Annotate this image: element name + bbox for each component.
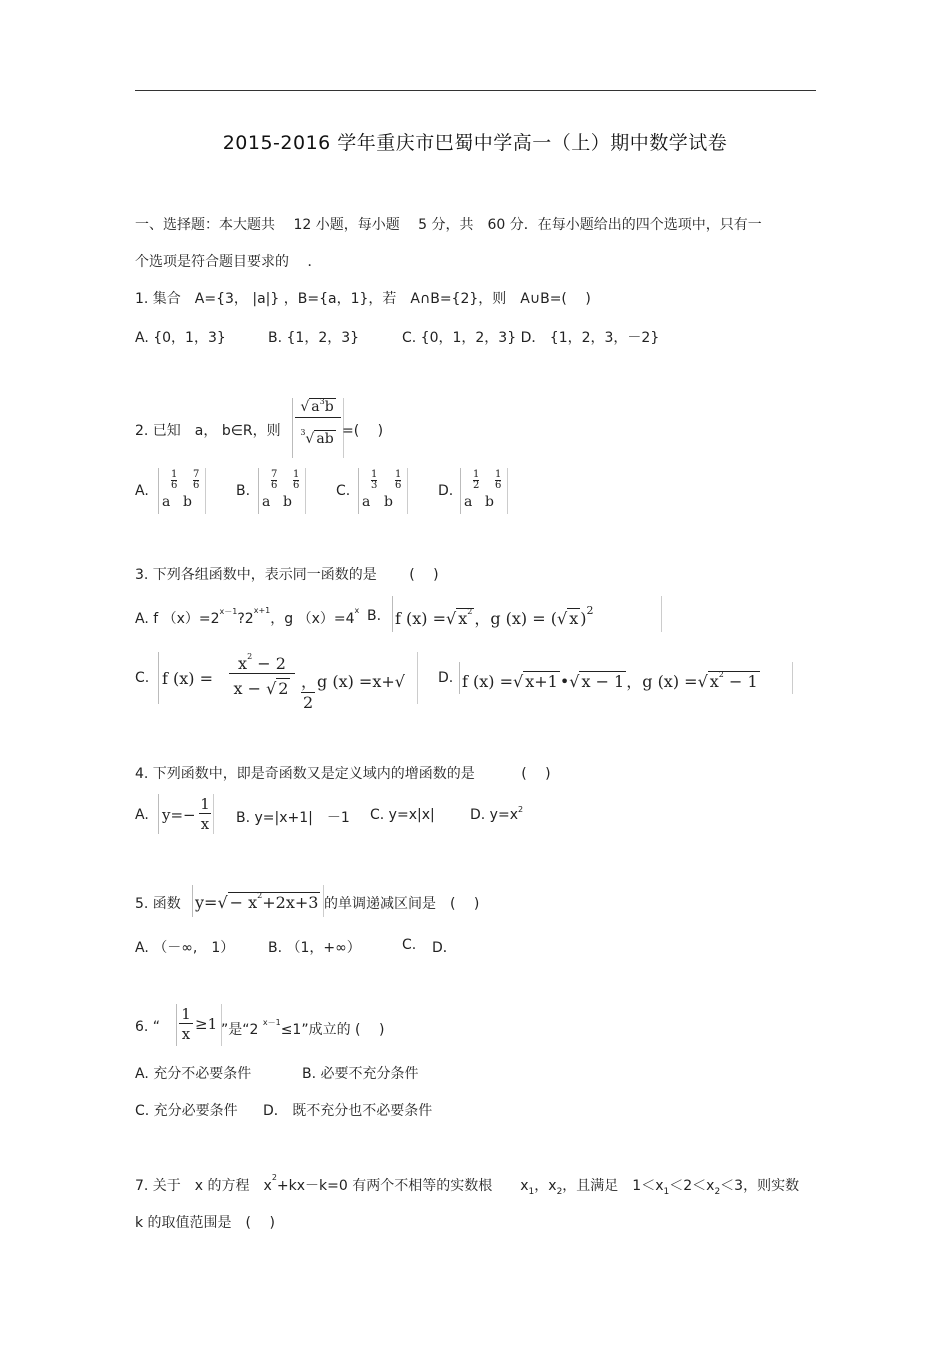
header-rule bbox=[135, 90, 816, 91]
q1-option-a: A. {0，1，3} bbox=[135, 330, 226, 346]
q3-option-c-expression: f (x) = $x^2 - 2$ x − √ 2 ，g (x) =x+√2 bbox=[158, 652, 418, 704]
q2-expression: √ $a^3b$ $^3$√ ab bbox=[292, 398, 344, 458]
q2-option-c: C. bbox=[336, 483, 351, 499]
page-title: 2015-2016 学年重庆市巴蜀中学高一（上）期中数学试卷 bbox=[222, 132, 728, 154]
question-5-stem: 5. 函数 bbox=[135, 896, 181, 912]
question-1-stem: 1. 集合 A={3， |a|} ，B={a，1}，若 A∩B={2}，则 A∪B=( ) bbox=[135, 291, 591, 307]
question-2-stem: 2. 已知 a， b∈R，则 bbox=[135, 423, 281, 439]
q5-expression: $y=√ - x^2+2x+3$ bbox=[192, 885, 324, 917]
q2-option-c-expression: a 1 3 b 1 6 bbox=[358, 468, 408, 514]
q2-option-d-expression: a 1 2 b 1 6 bbox=[460, 468, 508, 514]
q3-option-b: B. bbox=[367, 608, 382, 624]
q5-option-c: C. bbox=[402, 937, 417, 953]
q5-option-a: A. （－∞, 1） bbox=[135, 940, 235, 956]
q5-option-b: B. （1，+∞） bbox=[268, 940, 361, 956]
question-4-stem: 4. 下列函数中，即是奇函数又是定义域内的增函数的是 ( ) bbox=[135, 766, 551, 782]
q6-option-a: A. 充分不必要条件 bbox=[135, 1066, 252, 1082]
q2-option-b: B. bbox=[236, 483, 251, 499]
question-3-stem: 3. 下列各组函数中，表示同一函数的是 ( ) bbox=[135, 567, 439, 583]
q1-option-c-d: C. {0，1，2，3} D． {1，2，3，－2} bbox=[402, 330, 660, 346]
section-instruction-line2: 个选项是符合题目要求的 ． bbox=[135, 254, 322, 270]
q4-option-a: A. bbox=[135, 807, 149, 823]
q3-option-c: C. bbox=[135, 670, 150, 686]
q1-option-b: B. {1，2，3} bbox=[268, 330, 360, 346]
q3-option-d-expression: f (x) =√ x+1 •√ x − 1 ，g (x) =√ $x^2 - 1$ bbox=[459, 662, 793, 694]
q5-stem-tail: 的单调递减区间是 ( ) bbox=[324, 896, 480, 912]
question-6-stem: 6. “ bbox=[135, 1019, 161, 1035]
q2-option-a-expression: a 1 6 b 7 6 bbox=[158, 468, 206, 514]
q2-stem-tail: =( ) bbox=[342, 423, 384, 439]
question-7-stem-line1: 7. 关于 x 的方程 $x^2+kx-k=0$ 有两个不相等的实数根 $x_1$，$x_2$，且满足 $1<x_1<2<x_2<3$，则实数 bbox=[135, 1173, 800, 1197]
q4-option-d: D. $y=x^2$ bbox=[470, 805, 524, 823]
q5-option-d: D． bbox=[432, 940, 457, 956]
q4-option-c: C. y=x|x| bbox=[370, 807, 435, 823]
q3-option-a: A. f $(x)=2^{x-1}?2^{x+1}$，g $(x)=4^x$ bbox=[135, 606, 360, 627]
q2-option-b-expression: a 7 6 b 1 6 bbox=[258, 468, 306, 514]
q2-option-a: A. bbox=[135, 483, 149, 499]
q3-option-b-expression: f (x) =√ $x^2$ ，g (x) = (√ x )$^2$ bbox=[392, 596, 662, 632]
q6-option-c: C. 充分必要条件 bbox=[135, 1103, 238, 1119]
section-instruction-line1: 一、选择题：本大题共 12 小题，每小题 5 分，共 60 分．在每小题给出的四个选项中，只有一 bbox=[135, 217, 762, 233]
q6-expression: 1 x ≥1 bbox=[176, 1004, 222, 1046]
q2-option-d: D. bbox=[438, 483, 454, 499]
question-7-stem-line2: k 的取值范围是 ( ) bbox=[135, 1215, 275, 1231]
q4-option-a-expression: y=− 1 x bbox=[158, 794, 214, 834]
q3-option-d: D. bbox=[438, 670, 454, 686]
q6-stem-middle: ”是“2 $^{x-1}$≤1”成立的 ( ) bbox=[221, 1018, 385, 1038]
q6-option-d: D． 既不充分也不必要条件 bbox=[263, 1103, 433, 1119]
q4-option-b: B. y=|x+1| －1 bbox=[236, 810, 350, 826]
q6-option-b: B. 必要不充分条件 bbox=[302, 1066, 419, 1082]
